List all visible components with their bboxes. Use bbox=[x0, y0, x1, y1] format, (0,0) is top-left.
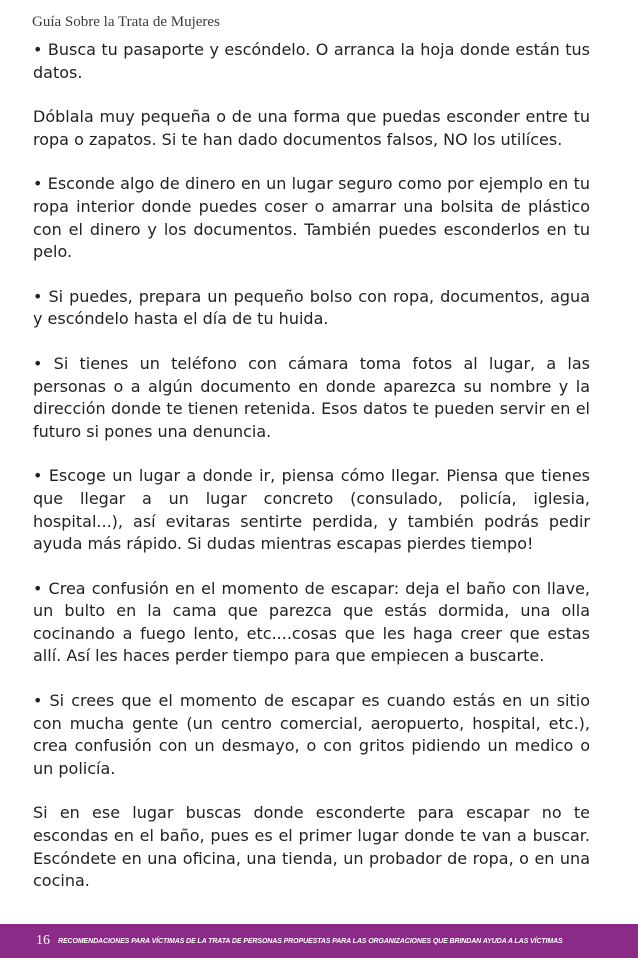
body-text bbox=[33, 39, 590, 915]
running-head: Guía Sobre la Trata de Mujeres bbox=[32, 14, 220, 30]
paragraph-fold-page: Dóblala muy pequeña o de una forma que puedas esconder entre tu ropa o zapatos. Si te han dado documentos falsos, NO los utilíces. bbox=[33, 107, 590, 149]
paragraph-create-confusion: • Crea confusión en el momento de escapar: deja el baño con llave, un bulto en la cama que parezca que estás dormida, una olla cocinando a fuego lento, etc....cosas que les haga creer que estas allí. Así les haces perder tiempo para que empiecen a buscarte. bbox=[33, 578, 590, 666]
footer-bar bbox=[0, 924, 638, 958]
paragraph-hiding-spot: Si en ese lugar buscas donde esconderte para escapar no te escondas en el baño, pues es el primer lugar donde te van a buscar. Escóndete en una oficina, una tienda, un probador de ropa, o en una cocina. bbox=[33, 803, 590, 891]
paragraph-hide-money: • Esconde algo de dinero en un lugar seguro como por ejemplo en tu ropa interior donde puedes coser o amarrar una bolsita de plástico con el dinero y los documentos. También puedes esconderlos en tu pelo. bbox=[33, 174, 590, 262]
paragraph-passport: • Busca tu pasaporte y escóndelo. O arranca la hoja donde están tus datos. bbox=[33, 40, 590, 82]
footer-text: RECOMENDACIONES PARA VÍCTIMAS DE LA TRATA DE PERSONAS PROPUESTAS PARA LAS ORGANIZACIONES QUE BRINDAN AYUDA A LAS VÍCTIMAS bbox=[58, 937, 563, 945]
paragraph-prepare-bag: • Si puedes, prepara un pequeño bolso con ropa, documentos, agua y escóndelo hasta el día de tu huida. bbox=[33, 286, 590, 329]
paragraph-crowded-place: • Si crees que el momento de escapar es cuando estás en un sitio con mucha gente (un centro comercial, aeropuerto, hospital, etc.), crea confusión con un desmayo, o con gritos pidiendo un medico o un policía. bbox=[33, 691, 590, 778]
paragraph-take-photos: • Si tienes un teléfono con cámara toma fotos al lugar, a las personas o a algún documento en donde aparezca su nombre y la dirección donde te tienen retenida. Esos datos te pueden servir en el futuro si pones una denuncia. bbox=[33, 353, 590, 441]
page-number: 16 bbox=[36, 933, 50, 948]
paragraph-choose-place: • Escoge un lugar a donde ir, piensa cómo llegar. Piensa que tienes que llegar a un lugar concreto (consulado, policía, iglesia, hospital...), así evitaras sentirte perdida, y también podrás pedir ayuda más rápido. Si dudas mientras escapas pierdes tiempo! bbox=[33, 466, 590, 554]
